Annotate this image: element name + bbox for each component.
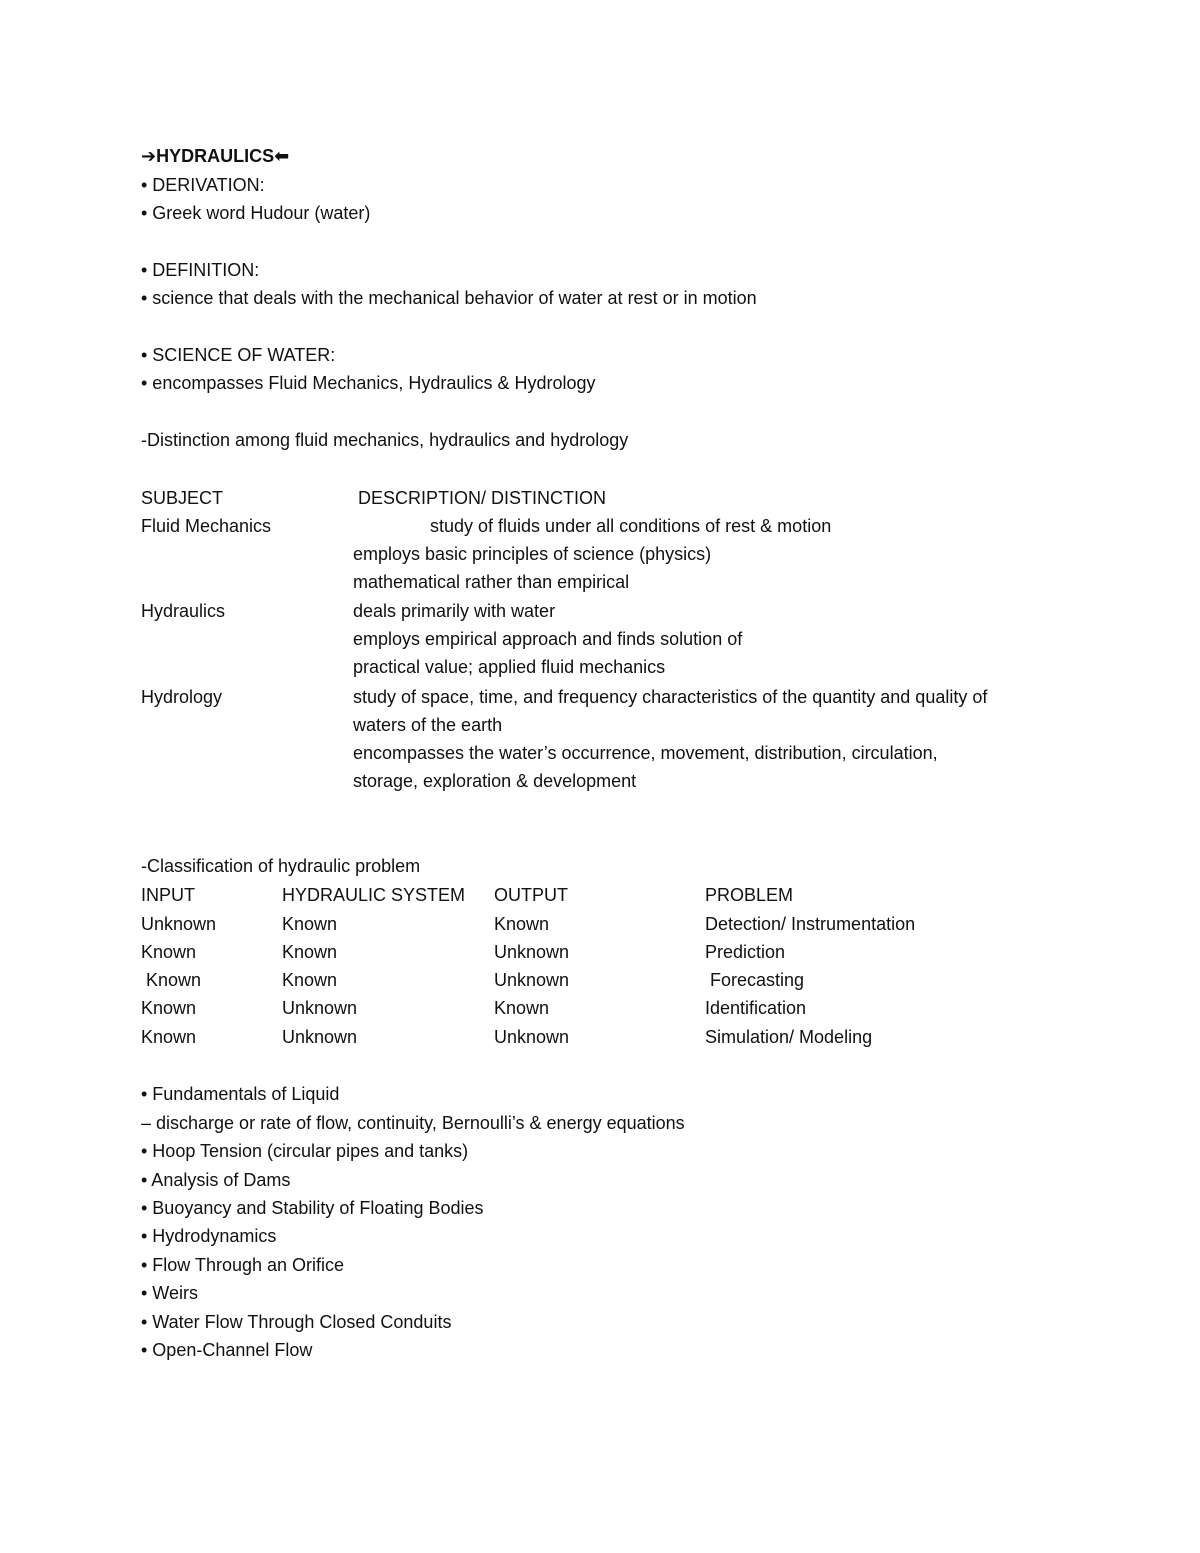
distinction-heading: -Distinction among fluid mechanics, hydraulics and hydrology [141, 430, 629, 450]
list-item: • Buoyancy and Stability of Floating Bodies [141, 1198, 484, 1218]
description-line: employs basic principles of science (physics) [353, 544, 712, 564]
science-text: • encompasses Fluid Mechanics, Hydraulics & Hydrology [141, 373, 596, 393]
table-cell: Known [494, 914, 550, 934]
table-cell: Known [141, 998, 197, 1018]
subject-hydrology: Hydrology [141, 687, 223, 707]
description-line: encompasses the water’s occurrence, movement, distribution, circulation, [353, 743, 938, 763]
description-line: deals primarily with water [353, 601, 556, 621]
description-line: storage, exploration & development [353, 771, 637, 791]
table-cell: Known [141, 970, 202, 990]
table-cell: Unknown [282, 998, 358, 1018]
description-line: employs empirical approach and finds solution of [353, 629, 743, 649]
table-cell: Unknown [282, 1027, 358, 1047]
column-header-problem: PROBLEM [705, 885, 794, 905]
definition-heading: • DEFINITION: [141, 260, 260, 280]
list-item: • Hydrodynamics [141, 1226, 277, 1246]
classification-heading: -Classification of hydraulic problem [141, 856, 421, 876]
science-heading: • SCIENCE OF WATER: [141, 345, 336, 365]
description-line: study of fluids under all conditions of rest & motion [430, 516, 832, 536]
table-cell: Unknown [494, 942, 570, 962]
table-cell: Forecasting [705, 970, 805, 990]
list-item: • Hoop Tension (circular pipes and tanks) [141, 1141, 469, 1161]
column-header-output: OUTPUT [494, 885, 568, 905]
page-title: ➔HYDRAULICS⬅ [141, 146, 290, 166]
table-cell: Known [141, 942, 197, 962]
list-item: • Analysis of Dams [141, 1170, 291, 1190]
table-cell: Unknown [141, 914, 217, 934]
description-line: waters of the earth [353, 715, 503, 735]
table-cell: Prediction [705, 942, 786, 962]
derivation-text: • Greek word Hudour (water) [141, 203, 371, 223]
table-cell: Unknown [494, 970, 570, 990]
list-item: – discharge or rate of flow, continuity, Bernoulli’s & energy equations [141, 1113, 685, 1133]
subject-fluid-mechanics: Fluid Mechanics [141, 516, 272, 536]
table-cell: Known [494, 998, 550, 1018]
table-cell: Known [282, 942, 338, 962]
definition-text: • science that deals with the mechanical behavior of water at rest or in motion [141, 288, 757, 308]
list-item: • Flow Through an Orifice [141, 1255, 345, 1275]
column-header-subject: SUBJECT [141, 488, 224, 508]
description-line: mathematical rather than empirical [353, 572, 630, 592]
table-cell: Unknown [494, 1027, 570, 1047]
column-header-hydraulic-system: HYDRAULIC SYSTEM [282, 885, 466, 905]
table-cell: Known [282, 914, 338, 934]
column-header-description: DESCRIPTION/ DISTINCTION [358, 488, 607, 508]
subject-hydraulics: Hydraulics [141, 601, 226, 621]
table-cell: Known [282, 970, 338, 990]
description-line: practical value; applied fluid mechanics [353, 657, 666, 677]
list-item: • Open-Channel Flow [141, 1340, 313, 1360]
list-item: • Fundamentals of Liquid [141, 1084, 340, 1104]
table-cell: Simulation/ Modeling [705, 1027, 873, 1047]
table-cell: Detection/ Instrumentation [705, 914, 916, 934]
list-item: • Weirs [141, 1283, 198, 1303]
table-cell: Known [141, 1027, 197, 1047]
column-header-input: INPUT [141, 885, 195, 905]
derivation-heading: • DERIVATION: [141, 175, 265, 195]
list-item: • Water Flow Through Closed Conduits [141, 1312, 452, 1332]
table-cell: Identification [705, 998, 807, 1018]
description-line: study of space, time, and frequency characteristics of the quantity and quality of [353, 687, 988, 707]
